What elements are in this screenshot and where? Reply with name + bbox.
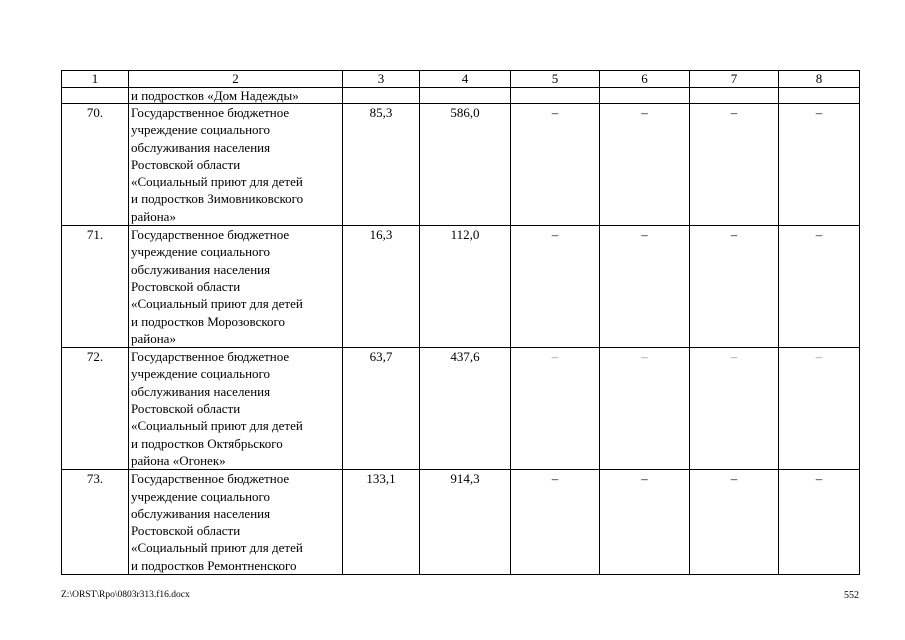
cell-col7: – — [690, 104, 779, 226]
cell-name — [129, 470, 343, 575]
table-row — [62, 226, 860, 348]
cell-col4: 586,0 — [420, 104, 511, 226]
cell-col7: – — [690, 348, 779, 470]
name-line: Государственное бюджетное — [131, 349, 290, 365]
cell-empty — [511, 88, 600, 104]
name-line: «Социальный приют для детей — [131, 418, 303, 434]
column-header: 5 — [511, 71, 600, 88]
name-line: и подростков Ремонтненского — [131, 557, 297, 573]
name-line: Ростовской области — [131, 278, 241, 294]
cell-col5: – — [511, 348, 600, 470]
name-line: Ростовской области — [131, 401, 241, 417]
cell-name: и подростков «Дом Надежды» — [129, 88, 343, 104]
name-line: обслуживания населения — [131, 383, 271, 399]
name-line: района» — [131, 330, 176, 346]
column-header: 8 — [779, 71, 860, 88]
column-header: 4 — [420, 71, 511, 88]
column-header: 2 — [129, 71, 343, 88]
footer-file-path: Z:\ORST\Rpo\0803r313.f16.docx — [61, 590, 190, 600]
cell-col3: 16,3 — [343, 226, 420, 348]
cell-empty — [779, 88, 860, 104]
footer-page-number: 552 — [844, 590, 859, 601]
table-header-row — [62, 71, 860, 88]
name-line: Государственное бюджетное — [131, 105, 290, 120]
name-line: обслуживания населения — [131, 139, 271, 155]
cell-col7: – — [690, 470, 779, 575]
name-line: Государственное бюджетное — [131, 227, 290, 243]
cell-col5: – — [511, 226, 600, 348]
name-line: Ростовской области — [131, 523, 241, 539]
name-line: Ростовской области — [131, 156, 241, 172]
cell-col8: – — [779, 226, 860, 348]
cell-name — [129, 226, 343, 348]
table-row — [62, 104, 860, 226]
cell-empty — [62, 88, 129, 104]
column-header: 1 — [62, 71, 129, 88]
name-line: обслуживания населения — [131, 505, 271, 521]
name-line: района «Огонек» — [131, 452, 226, 468]
cell-number: 70. — [62, 104, 129, 226]
data-table — [61, 70, 860, 575]
cell-col8: – — [779, 104, 860, 226]
cell-col4: 437,6 — [420, 348, 511, 470]
cell-col4: 914,3 — [420, 470, 511, 575]
table-row — [62, 348, 860, 470]
cell-empty — [420, 88, 511, 104]
name-line: Государственное бюджетное — [131, 471, 290, 487]
name-line: и подростков Морозовского — [131, 313, 286, 329]
cell-col8: – — [779, 348, 860, 470]
cell-col5: – — [511, 104, 600, 226]
cell-col6: – — [600, 104, 690, 226]
cell-col7: – — [690, 226, 779, 348]
cell-col6: – — [600, 470, 690, 575]
cell-empty — [690, 88, 779, 104]
name-line: учреждение социального — [131, 488, 271, 504]
cell-col8: – — [779, 470, 860, 575]
name-line: «Социальный приют для детей — [131, 296, 303, 312]
cell-col3: 63,7 — [343, 348, 420, 470]
cell-name — [129, 104, 343, 226]
name-line: района» — [131, 208, 176, 224]
cell-col6: – — [600, 226, 690, 348]
table-row-continuation — [62, 88, 860, 104]
table-row — [62, 470, 860, 575]
name-line: «Социальный приют для детей — [131, 540, 303, 556]
name-line: «Социальный приют для детей — [131, 174, 303, 190]
cell-number: 72. — [62, 348, 129, 470]
cell-name — [129, 348, 343, 470]
cell-col4: 112,0 — [420, 226, 511, 348]
column-header: 3 — [343, 71, 420, 88]
cell-col3: 133,1 — [343, 470, 420, 575]
cell-empty — [343, 88, 420, 104]
name-line: учреждение социального — [131, 366, 271, 382]
name-line: учреждение социального — [131, 122, 271, 138]
cell-col5: – — [511, 470, 600, 575]
cell-col6: – — [600, 348, 690, 470]
name-line: обслуживания населения — [131, 261, 271, 277]
name-line: и подростков Октябрьского — [131, 435, 283, 451]
column-header: 6 — [600, 71, 690, 88]
cell-number: 73. — [62, 470, 129, 575]
cell-empty — [600, 88, 690, 104]
cell-number: 71. — [62, 226, 129, 348]
cell-col3: 85,3 — [343, 104, 420, 226]
name-line: и подростков Зимовниковского — [131, 191, 304, 207]
column-header: 7 — [690, 71, 779, 88]
name-line: учреждение социального — [131, 244, 271, 260]
